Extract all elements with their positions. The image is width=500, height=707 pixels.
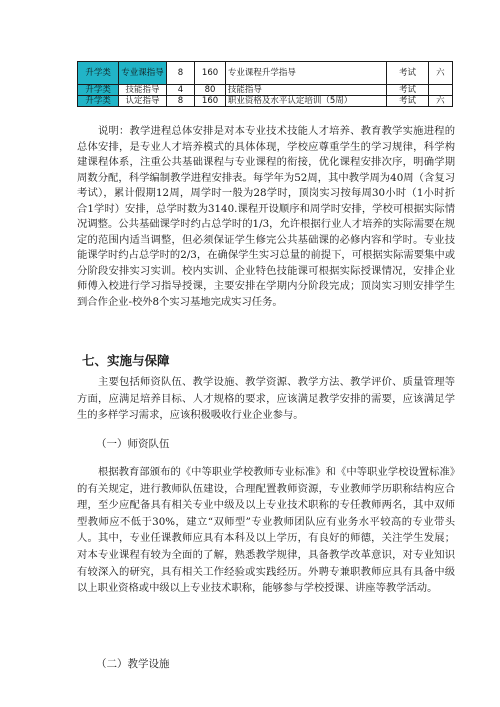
description-cell: 职业资格及水平认定培训（5周） xyxy=(225,96,387,107)
category-cell: 升学类 xyxy=(78,62,119,85)
assessment-cell: 考试 xyxy=(387,85,428,96)
table-row xyxy=(78,96,453,107)
weeks-cell: 8 xyxy=(166,96,195,107)
faculty-paragraph: 根据教育部颁布的《中等职业学校教师专业标准》和《中等职业学校设置标准》的有关规定，进行教师队伍建设，合理配置教师资源，专业教师学历职称结构应合理，至少应配备具有相关专业中级及以上专业技术职称的专任教师两名，其中双师型教师应不低于30%，建立“双师型”专业教师团队应有业务水平较高的专业带头人。其中，专业任课教师应具有本科及以上学历，有良好的师德，关注学生发展；对本专业课程有较为全面的了解，熟悉教学规律，具备教学改革意识，对专业知识有较深入的研究，具有相关工作经验或实践经历。外聘专兼职教师应具有具备中级以上职业资格或中级以上专业技术职称，能够参与学校授课、讲座等教学活动。 xyxy=(77,466,455,595)
description-cell: 专业课程升学指导 xyxy=(225,62,387,85)
description-cell: 技能指导 xyxy=(225,85,387,96)
course-name-cell: 技能指导 xyxy=(119,85,167,96)
course-table xyxy=(77,61,453,107)
section-intro-paragraph: 主要包括师资队伍、教学设施、教学资源、教学方法、教学评价、质量管理等方面，应满足培养目标、人才规格的要求，应该满足教学安排的需要，应该满足学生的多样学习需求，应该积极吸收行业企业参与。 xyxy=(77,376,455,421)
course-name-cell: 认定指导 xyxy=(119,96,167,107)
course-name-cell: 专业课指导 xyxy=(119,62,167,85)
subsection-heading-faculty: （一）师资队伍 xyxy=(96,438,170,450)
hours-cell: 160 xyxy=(195,62,226,85)
subsection-heading-facilities: （二）教学设施 xyxy=(96,658,170,670)
weeks-cell: 4 xyxy=(166,85,195,96)
semester-cell xyxy=(428,85,452,96)
category-cell: 升学类 xyxy=(78,96,119,107)
semester-cell: 六 xyxy=(428,62,452,85)
schedule-note-paragraph: 说明：教学进程总体安排是对本专业技术技能人才培养、教育教学实施进程的总体安排，是专业人才培养模式的具体体现，学校应尊重学生的学习规律，科学构建课程体系，注重公共基础课程与专业课程的衔接，优化课程安排次序，明确学期周数分配，科学编制教学进程安排表。每学年为52周，其中教学周为40周（含复习考试），累计假期12周，周学时一般为28学时，顶岗实习按每周30小时（1小时折合1学时）安排，总学时数为3140.课程开设顺序和周学时安排，学校可根据实际情况调整。公共基础课学时约占总学时的1/3，允许根据行业人才培养的实际需要在规定的范围内适当调整，但必须保证学生修完公共基础课的必修内容和学时。专业技能课学时约占总学时的2/3，在确保学生实习总量的前提下，可根据实际需要集中或分阶段安排实习实训。校内实训、企业特色技能课可根据实际授课情况，安排企业师傅入校进行学习指导授课，主要安排在学期内分阶段完成；顶岗实习则安排学生到合作企业-校外8个实习基地完成实习任务。 xyxy=(77,125,455,308)
category-cell: 升学类 xyxy=(78,85,119,96)
hours-cell: 80 xyxy=(195,85,226,96)
section-heading: 七、实施与保障 xyxy=(82,353,170,368)
semester-cell: 六 xyxy=(428,96,452,107)
hours-cell: 160 xyxy=(195,96,226,107)
assessment-cell: 考试 xyxy=(387,96,428,107)
table-row xyxy=(78,85,453,96)
table-row xyxy=(78,62,453,85)
weeks-cell: 8 xyxy=(166,62,195,85)
assessment-cell: 考试 xyxy=(387,62,428,85)
